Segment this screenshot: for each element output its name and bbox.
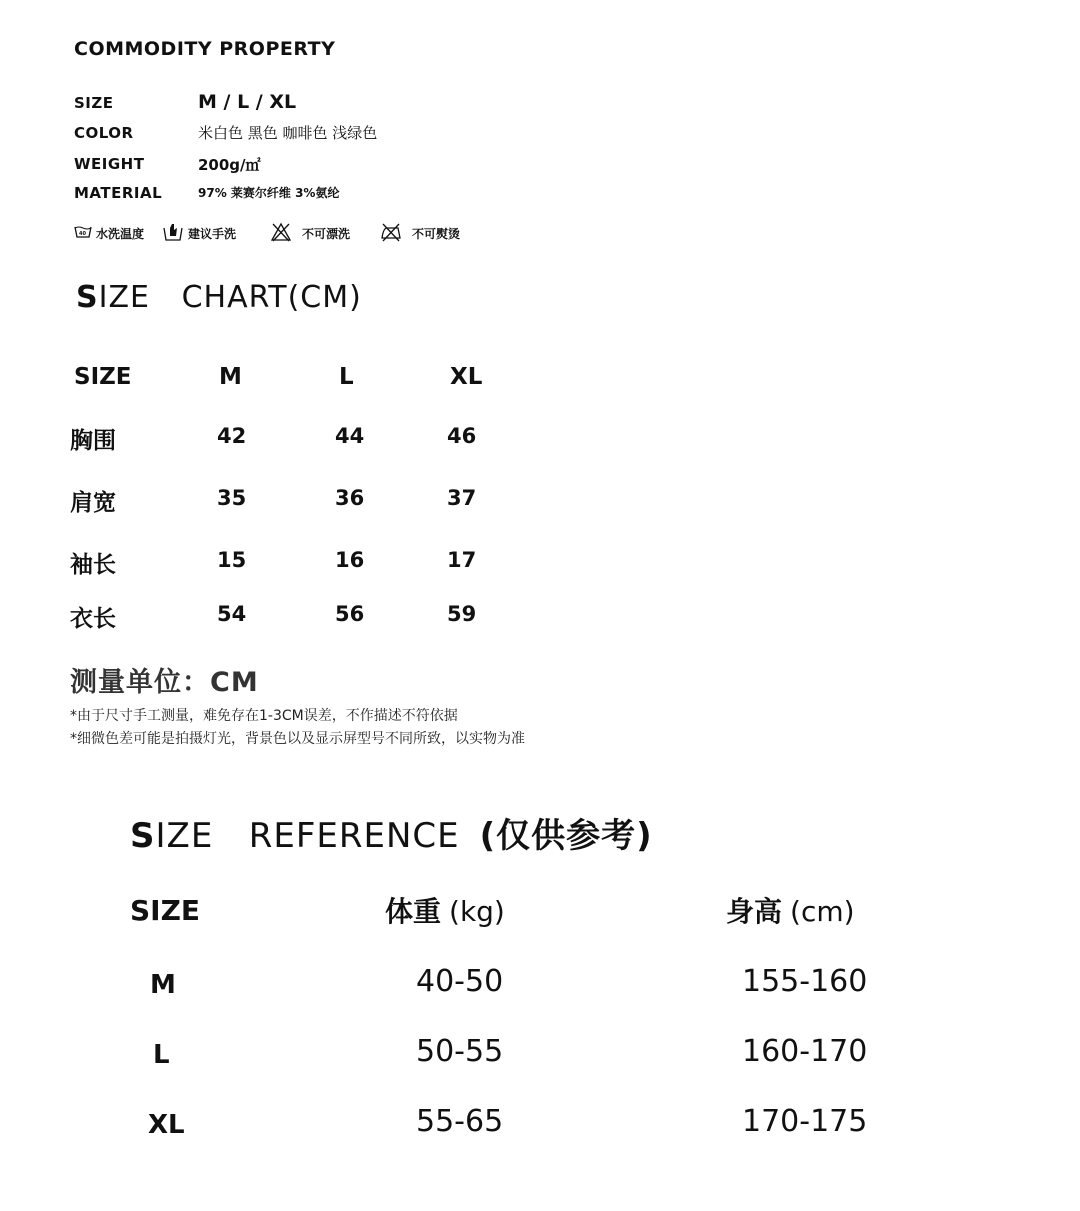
size-chart-cell: 42 <box>217 424 247 448</box>
size-chart-title-rest: IZE CHART(CM) <box>98 280 362 315</box>
hand-wash-icon <box>162 222 188 245</box>
size-chart-cell: 16 <box>335 548 365 572</box>
size-reference-height: 160-170 <box>742 1034 868 1069</box>
no-iron-icon <box>380 222 406 245</box>
size-chart-cell: 46 <box>447 424 477 448</box>
size-chart-cell: 15 <box>217 548 247 572</box>
size-chart-header-xl: XL <box>450 364 483 390</box>
care-instructions <box>74 222 478 245</box>
size-chart-row-label: 胸围 <box>70 428 116 454</box>
size-reference-row-size: XL <box>148 1110 185 1140</box>
size-chart-cell: 56 <box>335 602 365 626</box>
size-chart-cell: 37 <box>447 486 477 510</box>
size-chart-header-size: SIZE <box>74 364 132 390</box>
size-reference-header-size: SIZE <box>130 894 201 927</box>
care-label-handwash: 建议手洗 <box>188 227 237 241</box>
height-header-unit: (cm) <box>790 895 855 928</box>
size-reference-title <box>130 808 653 857</box>
size-reference-weight: 40-50 <box>416 964 504 999</box>
care-item-nobleach <box>270 222 350 245</box>
size-reference-title-cap: S <box>130 816 156 856</box>
size-reference-title-note: (仅供参考) <box>479 816 653 856</box>
size-chart-cell: 54 <box>217 602 247 626</box>
care-item-noiron <box>380 222 460 245</box>
prop-value-weight: 200g/㎡ <box>198 156 261 174</box>
note-measurement-error: *由于尺寸手工测量，难免存在1-3CM误差，不作描述不符依据 <box>70 708 458 724</box>
size-chart-title <box>76 280 362 315</box>
prop-value-color: 米白色 黑色 咖啡色 浅绿色 <box>198 124 378 142</box>
size-chart-row-label: 袖长 <box>70 552 116 578</box>
prop-label-weight: WEIGHT <box>74 155 145 173</box>
svg-text:40: 40 <box>79 231 86 237</box>
size-reference-weight: 50-55 <box>416 1034 504 1069</box>
size-chart-title-cap: S <box>76 280 99 315</box>
size-reference-header-weight <box>385 890 505 930</box>
size-reference-row-size: M <box>150 970 176 1000</box>
weight-header-unit: (kg) <box>449 895 505 928</box>
height-header-label: 身高 <box>726 895 783 928</box>
prop-label-color: COLOR <box>74 124 134 142</box>
prop-label-size: SIZE <box>74 94 114 112</box>
weight-header-label: 体重 <box>385 895 442 928</box>
size-reference-weight: 55-65 <box>416 1104 504 1139</box>
size-reference-header-height <box>726 890 855 930</box>
size-chart-cell: 59 <box>447 602 477 626</box>
measurement-unit: 测量单位：CM <box>70 667 259 698</box>
wash-40-icon <box>74 225 96 242</box>
size-chart-header-l: L <box>339 364 354 390</box>
no-bleach-icon <box>270 222 296 245</box>
prop-value-material: 97% 莱赛尔纤维 3%氨纶 <box>198 186 340 200</box>
size-chart-cell: 36 <box>335 486 365 510</box>
prop-label-material: MATERIAL <box>74 184 163 202</box>
care-label-wash: 水洗温度 <box>96 227 145 241</box>
care-label-nobleach: 不可漂洗 <box>302 227 351 241</box>
size-chart-cell: 35 <box>217 486 247 510</box>
size-chart-cell: 17 <box>447 548 477 572</box>
care-item-handwash <box>162 222 236 245</box>
size-reference-height: 170-175 <box>742 1104 868 1139</box>
size-reference-height: 155-160 <box>742 964 868 999</box>
size-reference-row-size: L <box>153 1040 170 1070</box>
commodity-title: COMMODITY PROPERTY <box>74 38 336 60</box>
care-label-noiron: 不可熨烫 <box>412 227 461 241</box>
size-chart-row-label: 衣长 <box>70 606 116 632</box>
size-chart-cell: 44 <box>335 424 365 448</box>
size-chart-header-m: M <box>219 364 242 390</box>
prop-value-size: M / L / XL <box>198 91 297 113</box>
size-chart-row-label: 肩宽 <box>70 490 116 516</box>
note-color-difference: *细微色差可能是拍摄灯光，背景色以及显示屏型号不同所致，以实物为准 <box>70 731 525 747</box>
care-item-wash <box>74 225 144 242</box>
size-reference-title-rest: IZE REFERENCE <box>155 816 460 856</box>
